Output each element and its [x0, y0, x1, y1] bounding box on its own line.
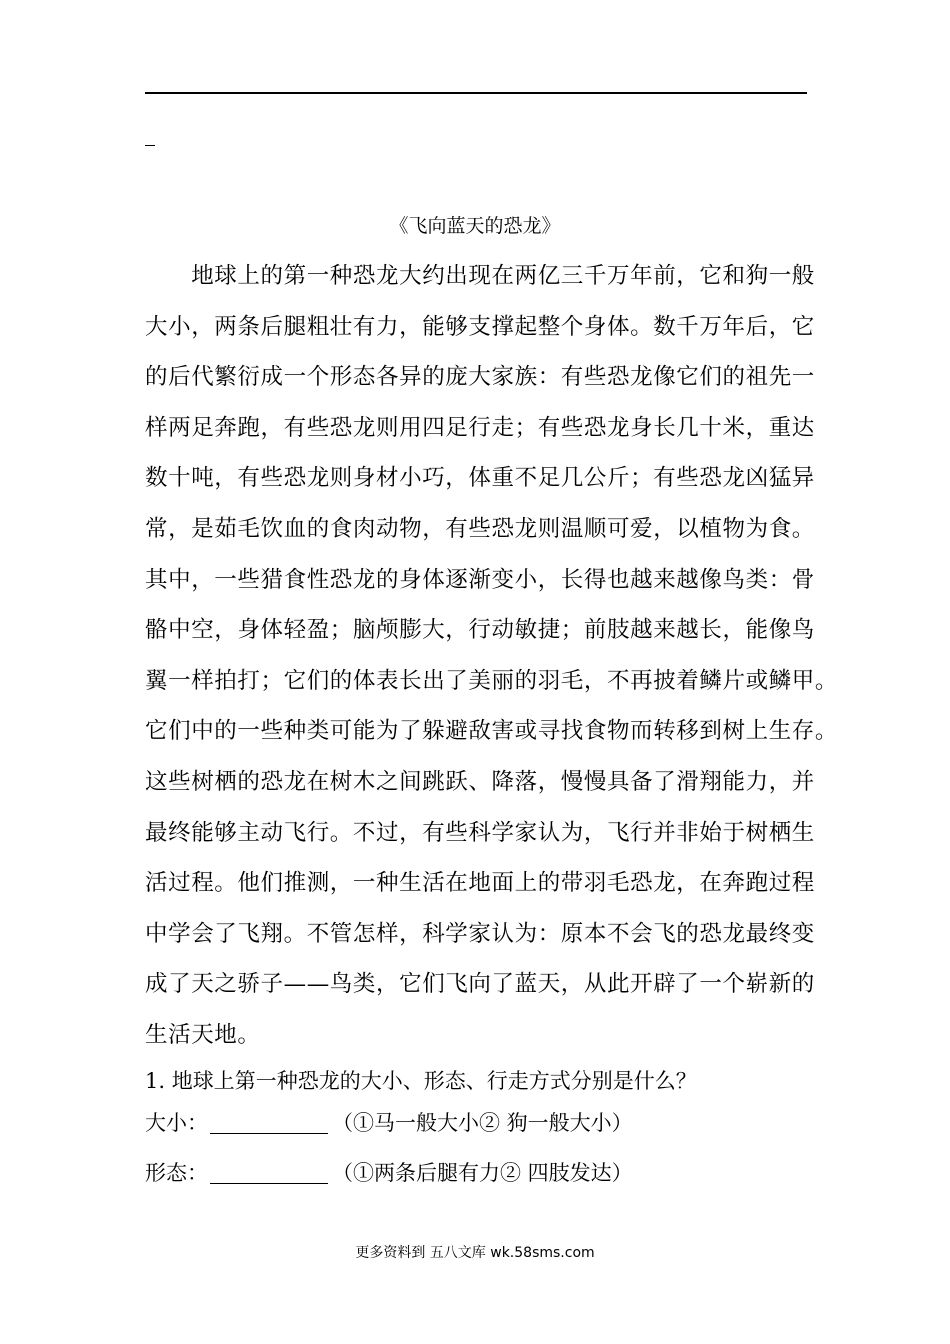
passage-line: 其中，一些猎食性恐龙的身体逐渐变小，长得也越来越像鸟类：骨: [145, 566, 815, 593]
top-rule: [145, 92, 807, 94]
passage-line: 的后代繁衍成一个形态各异的庞大家族：有些恐龙像它们的祖先一: [145, 364, 815, 391]
passage-line: 数十吨，有些恐龙则身材小巧，体重不足几公斤；有些恐龙凶猛异: [145, 465, 815, 492]
passage-line: 它们中的一些种类可能为了躲避敌害或寻找食物而转移到树上生存。: [145, 718, 839, 745]
footer-link[interactable]: 更多资料到 五八文库 wk.58sms.com: [355, 1245, 595, 1261]
passage-line: 中学会了飞翔。不管怎样，科学家认为：原本不会飞的恐龙最终变: [145, 920, 815, 947]
passage-line: 大小，两条后腿粗壮有力，能够支撑起整个身体。数千万年后，它: [145, 313, 815, 340]
form-answer-blank[interactable]: [210, 1161, 328, 1184]
passage-line: 这些树栖的恐龙在树木之间跳跃、降落，慢慢具备了滑翔能力，并: [145, 768, 815, 795]
underscore-mark: [145, 145, 155, 146]
size-answer-blank[interactable]: [210, 1111, 328, 1134]
passage-title: 《飞向蓝天的恐龙》: [389, 215, 561, 237]
passage-body: [145, 258, 839, 1068]
passage-line: 骼中空，身体轻盈；脑颅膨大，行动敏捷；前肢越来越长，能像鸟: [145, 617, 815, 644]
size-options: （①马一般大小② 狗一般大小）: [332, 1111, 633, 1135]
passage-line: 最终能够主动飞行。不过，有些科学家认为，飞行并非始于树栖生: [145, 819, 815, 846]
passage-line: 翼一样拍打；它们的体表长出了美丽的羽毛，不再披着鳞片或鳞甲。: [145, 667, 839, 694]
passage-line: 生活天地。: [145, 1021, 261, 1048]
question-form-row: [145, 1158, 633, 1188]
passage-line: 活过程。他们推测，一种生活在地面上的带羽毛恐龙，在奔跑过程: [145, 870, 815, 897]
passage-line: 地球上的第一种恐龙大约出现在两亿三千万年前，它和狗一般: [145, 263, 815, 289]
question-1: 1. 地球上第一种恐龙的大小、形态、行走方式分别是什么？: [145, 1069, 697, 1093]
passage-line: 样两足奔跑，有些恐龙则用四足行走；有些恐龙身长几十米，重达: [145, 414, 815, 441]
passage-line: 常，是茹毛饮血的食肉动物，有些恐龙则温顺可爱，以植物为食。: [145, 515, 815, 542]
question-size-row: [145, 1108, 633, 1138]
passage-line: 成了天之骄子——鸟类，它们飞向了蓝天，从此开辟了一个崭新的: [145, 971, 815, 998]
size-label: 大小：: [145, 1111, 208, 1135]
form-options: （①两条后腿有力② 四肢发达）: [332, 1161, 633, 1185]
form-label: 形态：: [145, 1161, 208, 1185]
